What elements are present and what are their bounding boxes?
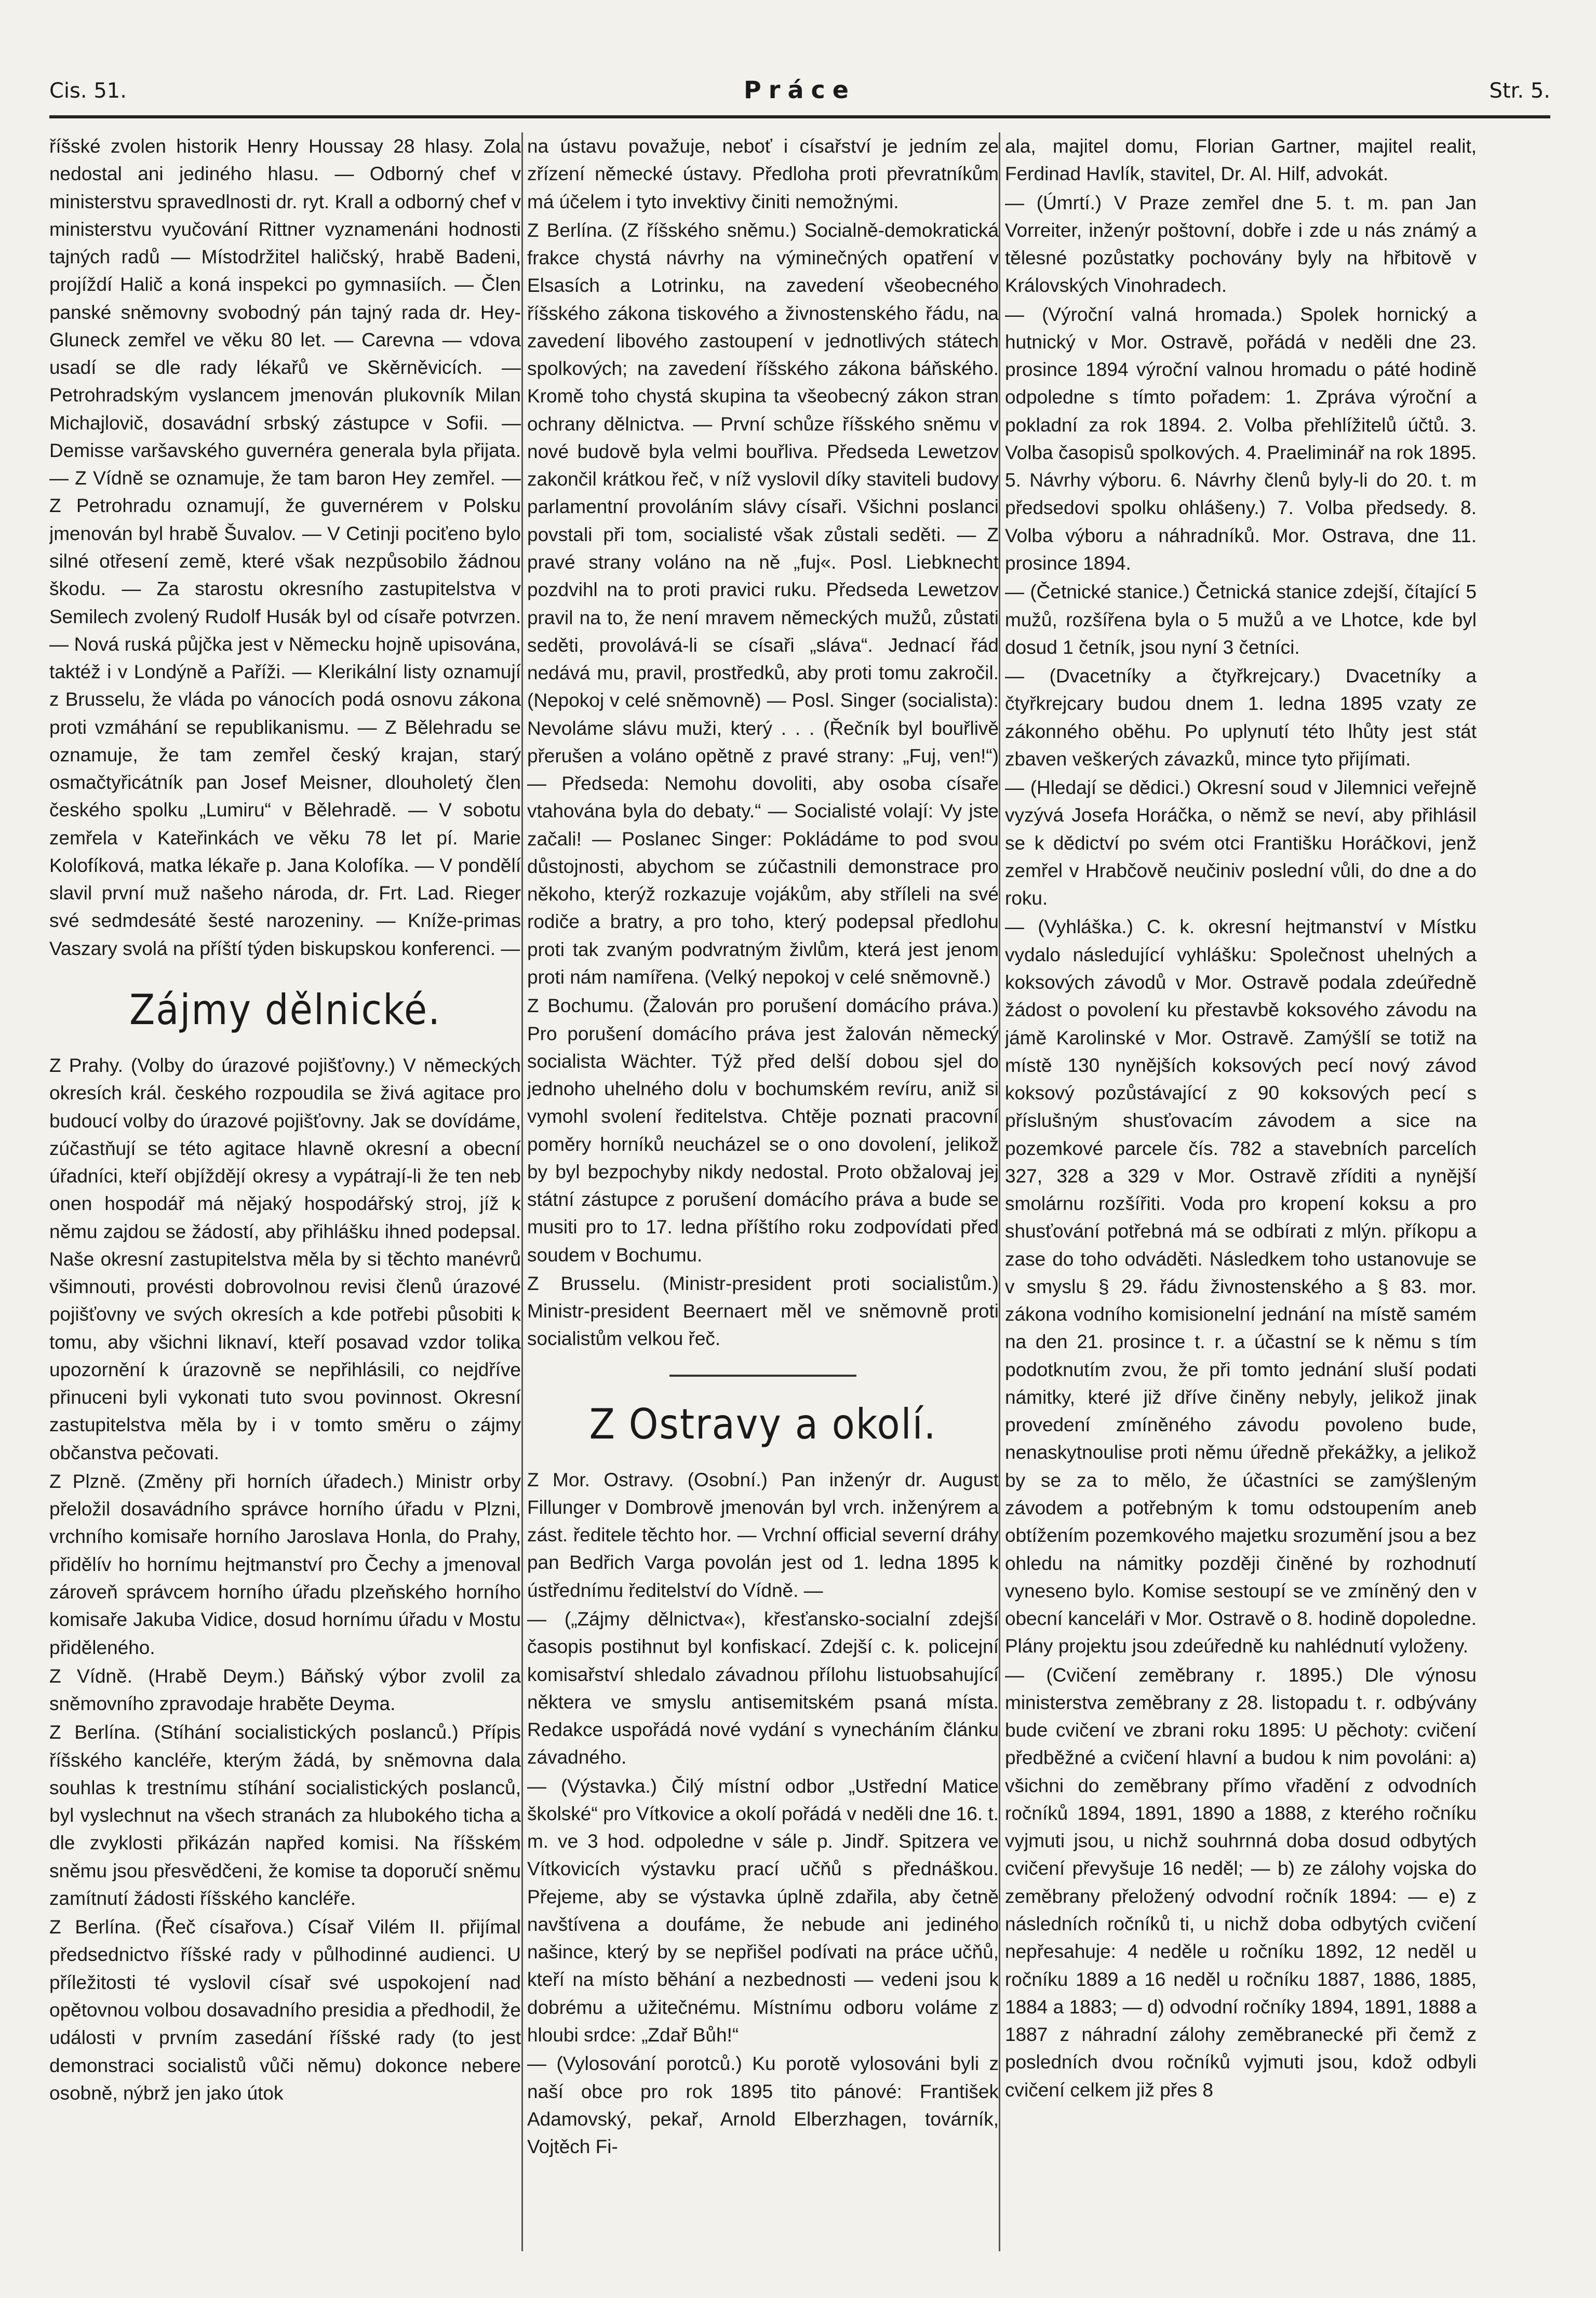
article-porotci: — (Vylosování porotců.) Ku porotě vylosováni byli z naší obce pro rok 1895 tito pánové: František Adamovský, pekař, Arnold Elberzhagen, továrník, Vojtěch Fi-: [527, 2053, 999, 2158]
column-divider-1: [521, 132, 523, 2251]
article-vienna: Z Vídně. (Hrabě Deym.) Báňský výbor zvolil za sněmovního zpravodaje hraběte Deyma.: [49, 1665, 521, 1715]
article-berlin-3: Z Berlína. (Z říšského sněmu.) Socialně-demokratická frakce chystá návrhy na výminečných opatření v Elsasích a Lotrinku, na zavedení všeobecného říšského zákona tiskového a živnostenského řádu, na zavedení libového zastoupení v jednotlivých státech spolkových; na zavedení říšského zákona báňského. Kromě toho chystá skupina ta všeobecný zákon stran ochrany dělnictva. — První schůze říšského sněmu v nové budově byla velmi bouřliva. Předseda Lewetzov zakončil krátkou řeč, v níž vyslovil díky staviteli budovy parlamentní provoláním slávy císaři. Všichni poslanci povstali při tom, socialisté však zůstali seděti. — Z pravé strany voláno na ně „fuj«. Posl. Liebknecht pozdvihl na to proti pravici ruku. Předseda Lewetzov pravil na to, že není mravem německých mužů, zůstati seděti, provolává-li se císaři „sláva“. Jednací řád nedává mu, pravil, prostředků, aby proti tomu zakročil. (Nepokoj v celé sněmovně) — Posl. Singer (socialista): Nevoláme slávu muži, který . . . (Řečník byl bouřlivě přerušen a voláno opětně z pravé strany: „Fuj, ven!“) — Předseda: Nemohu dovoliti, aby osoba císaře vtahována byla do debaty.“ — Socialisté volají: Vy jste začali! — Poslanec Singer: Pokládáme to pod svou důstojnosti, abychom se zúčastnili demonstrace pro někoho, kterýž rozkazuje vojákům, aby stříleli na své rodiče a bratry, a pro toho, který podepsal předlohu proti tak zvaným podvratným živlům, která jest jenom proti nám namířena. (Velký nepokoj v celé sněmovně.): [527, 219, 999, 988]
article-bochum: Z Bochumu. (Žalován pro porušení domácího práva.) Pro porušení domácího práva jest žalován německý socialista Wächter. Týž před delší dobou sjel do jednoho uhelného dolu v bochumském revíru, aniž si vymohl svolení ředitelstva. Chtěje poznati pracovní poměry horníků neucházel se o ono dovolení, jelikož by byl bezpochyby nikdy nedostal. Proto obžalovaj jej státní zástupce z porušení domácího práva a bude se musiti pro to 17. ledna příštího roku zodpovídati před soudem v Bochumu.: [527, 995, 999, 1266]
column-1: [49, 132, 521, 2272]
article-brussels: Z Brusselu. (Ministr-president proti socialistům.) Ministr-president Beernaert měl ve sněmovně proti socialistům velkou řeč.: [527, 1272, 999, 1350]
article-vystavka: — (Výstavka.) Čilý místní odbor „Ustřední Matice školské“ pro Vítkovice a okolí pořádá v neděli dne 16. t. m. ve 3 hod. odpoledne v sále p. Jindř. Spitzera ve Vítkovicích výstavku prací učňů s přednáškou. Přejeme, aby se výstavka úplně zdařila, aby četně navštívena a doufáme, že nebude ani jediného našince, který by se nepřišel podívati na práce učňů, kteří na místo běhání a nezbednosti — vedeni jsou k dobrému a užitečnému. Místnímu odboru voláme z hloubi srdce: „Zdař Bůh!“: [527, 1775, 999, 2046]
page-header: [49, 73, 1550, 114]
article-zemebrana: — (Cvičení zeměbrany r. 1895.) Dle výnosu ministerstva zeměbrany z 28. listopadu t. r. odbývány bude cvičení ve zbrani roku 1895: U pěchoty: cvičení předběžné a cvičení hlavní a budou k nim povoláni: a) všichni do zeměbrany přímo vřadění z odvodních ročníků 1894, 1891, 1890 a 1888, z kterého ročníku vyjmuti jsou, u nichž souhrnná doba dosud odbytých cvičení převyšuje 16 neděl; — b) ze zálohy vojska do zeměbrany přeložený odvodní ročník 1894: — e) z následních ročníků ti, u nichž doba odbytých cvičení nepřesahuje: 4 neděle u ročníku 1892, 12 neděl u ročníku 1889 a 16 neděl u ročníku 1887, 1886, 1885, 1884 a 1883; — d) odvodní ročníky 1894, 1891, 1888 a 1887 z náhradní zálohy zeměbranecké při čemž z posledních dvou ročníků vyjmuti jsou, kdož odbyli cvičení celkem již přes 8: [1005, 1664, 1477, 2101]
section-title-z-ostravy: Z Ostravy a okolí.: [589, 1400, 937, 1448]
header-rule: [49, 115, 1550, 118]
article-ostrava-osobni: Z Mor. Ostravy. (Osobní.) Pan inženýr dr. August Fillunger v Dombrově jmenován byl vrch. inženýrem a zást. ředitele těchto hor. — Vrchní official severní dráhy pan Bedřich Varga povolán jest od 1. ledna 1895 k ústřednímu ředitelství do Vídně. —: [527, 1469, 999, 1601]
article-porotci-cont: ala, majitel domu, Florian Gartner, majitel realit, Ferdinad Havlík, stavitel, Dr. Al. Hilf, advokát.: [1005, 136, 1477, 185]
article-dvacetniky: — (Dvacetníky a čtyřkrejcary.) Dvacetníky a čtyřkrejcary budou dnem 1. ledna 1895 vzaty ze zákonného oběhu. Po uplynutí této lhůty jest stát zbaven veškerých závazků, mince tyto přijímati.: [1005, 665, 1477, 770]
article-prague: Z Prahy. (Volby do úrazové pojišťovny.) V německých okresích král. českého rozpoudila se živá agitace pro budoucí volby do úrazové pojišťovny. Jak se dovídáme, zúčastňují se této agitace hlavně okresní a obecní úřadníci, kteří objíždějí okresy a vypátrají-li že ten neb onen hospodář má nějaký hospodářský stroj, jíž k němu zajdou se žádostí, aby přihlášku ihned podepsal. Naše okresní zastupitelstva měla by si těchto manévrů všimnouti, provésti dobrovolnou revisi členů úrazové pojišťovny ve svých okresích a kde potřebi působiti k tomu, aby všichni liknaví, kteří posavad vzdor tolika upozornění k úrazovně se nepřihlásili, co nejdříve přinuceni byli vykonati tuto svou povinnost. Okresní zastupitelstva měla by i v tomto směru o zájmy občanstva pečovati.: [49, 1054, 521, 1463]
page-number: Str. 5.: [1489, 79, 1550, 103]
article-berlin-1: Z Berlína. (Stíhání socialistických poslanců.) Přípis říšského kancléře, kterým žádá, by sněmovna dala souhlas k trestnímu stíhání socialistických poslanců, byl vyslechnut na všech stranách za hlubokého ticha a dle zvyklosti přikázán napřed komisi. Na říšském sněmu jsou přesvědčeni, že komise ta doporučí sněmu zamítnutí žádosti říšského kancléře.: [49, 1722, 521, 1909]
section-title-zajmy-delnicke: Zájmy dělnické.: [129, 985, 441, 1034]
article-plzen: Z Plzně. (Změny při horních úřadech.) Ministr orby přeložil dosavádního správce horního úřadu v Plzni, vrchního komisaře horního Jaroslava Honla, do Prahy, přidělív ho hornímu hejtmanství pro Čechy a jmenoval zároveň správcem horního úřadu plzeňského horního komisaře Jakuba Vidice, dosud hornímu úřadu v Mostu přiděleného.: [49, 1470, 521, 1658]
article-zajmy-delnictva: — („Zájmy dělnictva«), křesťansko-socialní zdejší časopis postihnut byl konfiskací. Zdejší c. k. policejní komisařství shledalo závadnou přílohu listuobsahující některa ve smyslu antisemitském psaná místa. Redakce uspořádá nové vydání s vynecháním článku závadného.: [527, 1608, 999, 1768]
news-paragraph: říšské zvolen historik Henry Houssay 28 hlasy. Zola nedostal ani jediného hlasu. — Odborný chef v ministerstvu spravedlnosti dr. ryt. Krall a odborný chef v ministerstvu vyučování Rittner vyznamenáni hodnosti tajných radů — Místodržitel haličský, hrabě Badeni, projíždí Halič a koná inspekci po gymnasiích. — Člen panské sněmovny svobodný pán tajný rada dr. Hey-Gluneck zemřel ve věku 80 let. — Carevna — vdova usadí se dle rady lékařů ve Skěrněvicích. — Petrohradským vyslancem jmenován plukovník Milan Michajlovič, dosavádní srbský zástupce v Sofii. — Demisse varšavského guvernéra generala byla přijata. — Z Vídně se oznamuje, že tam baron Hey zemřel. — Z Petrohradu oznamují, že guvernérem v Polsku jmenován byl hrabě Šuvalov. — V Cetinji pociťeno bylo silné otřesení země, které však nezpůsobilo žádnou škodu. — Za starostu okresního zastupitelstva v Semilech zvolený Rudolf Husák byl od císaře potvrzen. — Nová ruská půjčka jest v Německu hojně upisována, taktéž i v Londýně a Paříži. — Klerikální listy oznamují z Brusselu, že vláda po vánocích podá osnovu zákona proti vzmáhání se republikanismu. — Z Bělehradu se oznamuje, že tam zemřel český krajan, starý osmačtyřicátník pan Josef Meisner, dlouholetý člen českého spolku „Lumiru“ v Bělehradě. — V sobotu zemřela v Kateřinkách ve věku 78 let pí. Marie Kolofíková, matka lékaře p. Jana Kolofíka. — V pondělí slavil první muž našeho národa, dr. Frt. Lad. Rieger své sedmdesáté šesté narozeniny. — Kníže-primas Vaszary svolá na příští týden biskupskou konferenci. —: [49, 136, 521, 959]
article-dedici: — (Hledají se dědici.) Okresní soud v Jilemnici veřejně vyzývá Josefa Horáčka, o němž se neví, aby přihlásil se k dědictví po svém otci Františku Horáčkovi, jenž zemřel v Hrabčově neučiniv poslední vůli, do dne a do roku.: [1005, 777, 1477, 909]
section-rule: [669, 1375, 856, 1377]
article-berlin-2: Z Berlína. (Řeč císařova.) Císař Vilém II. přijímal předsednictvo říšské rady v půlhodinné audienci. U příležitosti té vyslovil císař své uspokojení nad opětovnou volbou dosavadního presidia a předhodil, že události v prvním zasedání říšské rady (to jest demonstraci socialistů vůči němu) dokonce nebere osobně, nýbrž jen jako útok: [49, 1916, 521, 2104]
article-umrti: — (Úmrtí.) V Praze zemřel dne 5. t. m. pan Jan Vorreiter, inženýr poštovní, dobře i zde u nás známý a tělesné pozůstatky pochovány byly na hřbitově v Královských Vinohradech.: [1005, 192, 1477, 297]
column-divider-2: [999, 132, 1000, 2251]
article-valna-hromada: — (Výroční valná hromada.) Spolek hornický a hutnický v Mor. Ostravě, pořádá v neděli dne 23. prosince 1894 výroční valnou hromadu o páté hodině odpoledne s tímto pořadem: 1. Zpráva výroční a pokladní za rok 1894. 2. Volba přehlížitelů účtů. 3. Volba časopisů spolkových. 4. Praeliminář na rok 1895. 5. Návrhy výboru. 6. Návrhy členů byly-li do 20. t. m předsedovi spolku ohlášeny.) 7. Volba předsedy. 8. Volba výboru a náhradníků. Mor. Ostrava, dne 11. prosince 1894.: [1005, 303, 1477, 574]
issue-number: Cis. 51.: [49, 79, 127, 103]
article-continuation: na ústavu považuje, neboť i císařství je jedním ze zřízení německé ústavy. Předloha proti převratníkům má účelem i tyto invektivy činiti nemožnými.: [527, 136, 999, 212]
article-vyhlaska: — (Vyhláška.) C. k. okresní hejtmanství v Místku vydalo následující vyhlášku: Společnost uhelných a koksových závodů v Mor. Ostravě podala zdeúředně žádost o povolení ku přestavbě koksového závodu na jámě Karolinské v Mor. Ostravě. Zamýšlí se totiž na místě 130 nynějších koksových pecí nový závod koksový pozůstávající z 90 koksových pecí s příslušným shusťovacím závodem a sice na pozemkové parcele čís. 782 a stavebních parcelích 327, 328 a 329 v Mor. Ostravě zříditi a nynější smolárnu rozšířiti. Voda pro kropení koksu a pro shusťování potřebná má se odbírati z mlýn. příkopu a zase do toho odváděti. Následkem toho ustanovuje se v smyslu § 29. řádu živnostenského a § 83. mor. zákona vodního komisionelní jednání na místě samém na den 21. prosince t. r. a účastní se k němu s tím podotknutím zvou, že při tomto jednání sluší podati námitky, které již dříve činěny nebyly, jelikož jinak provedení zmíněného závodu povoleno bude, nenaskytnoulise proti němu úředně překážky, a jelikož by se za to mělo, že účastníci se zamýšleným závodem a potřebným k tomu odstoupením aneb obtížením pozemkového majetku srozumění jsou a bez ohledu na námitky později činěné by rozhodnutí vyneseno bylo. Komise sestoupí se ve zmíněný den v obecní kanceláři v Mor. Ostravě o 8. hodině dopoledne. Plány projektu jsou zdeúředně ku nahlédnutí vyloženy.: [1005, 916, 1477, 1657]
column-3: [1005, 132, 1477, 2272]
column-2: [527, 132, 999, 2272]
newspaper-title: Práce: [744, 76, 856, 104]
article-cetnicke-stanice: — (Četnické stanice.) Četnická stanice zdejší, čítající 5 mužů, rozšířena byla o 5 mužů a ve Lhotce, kde byl dosud 1 četník, jsou nyní 3 četníci.: [1005, 581, 1477, 658]
